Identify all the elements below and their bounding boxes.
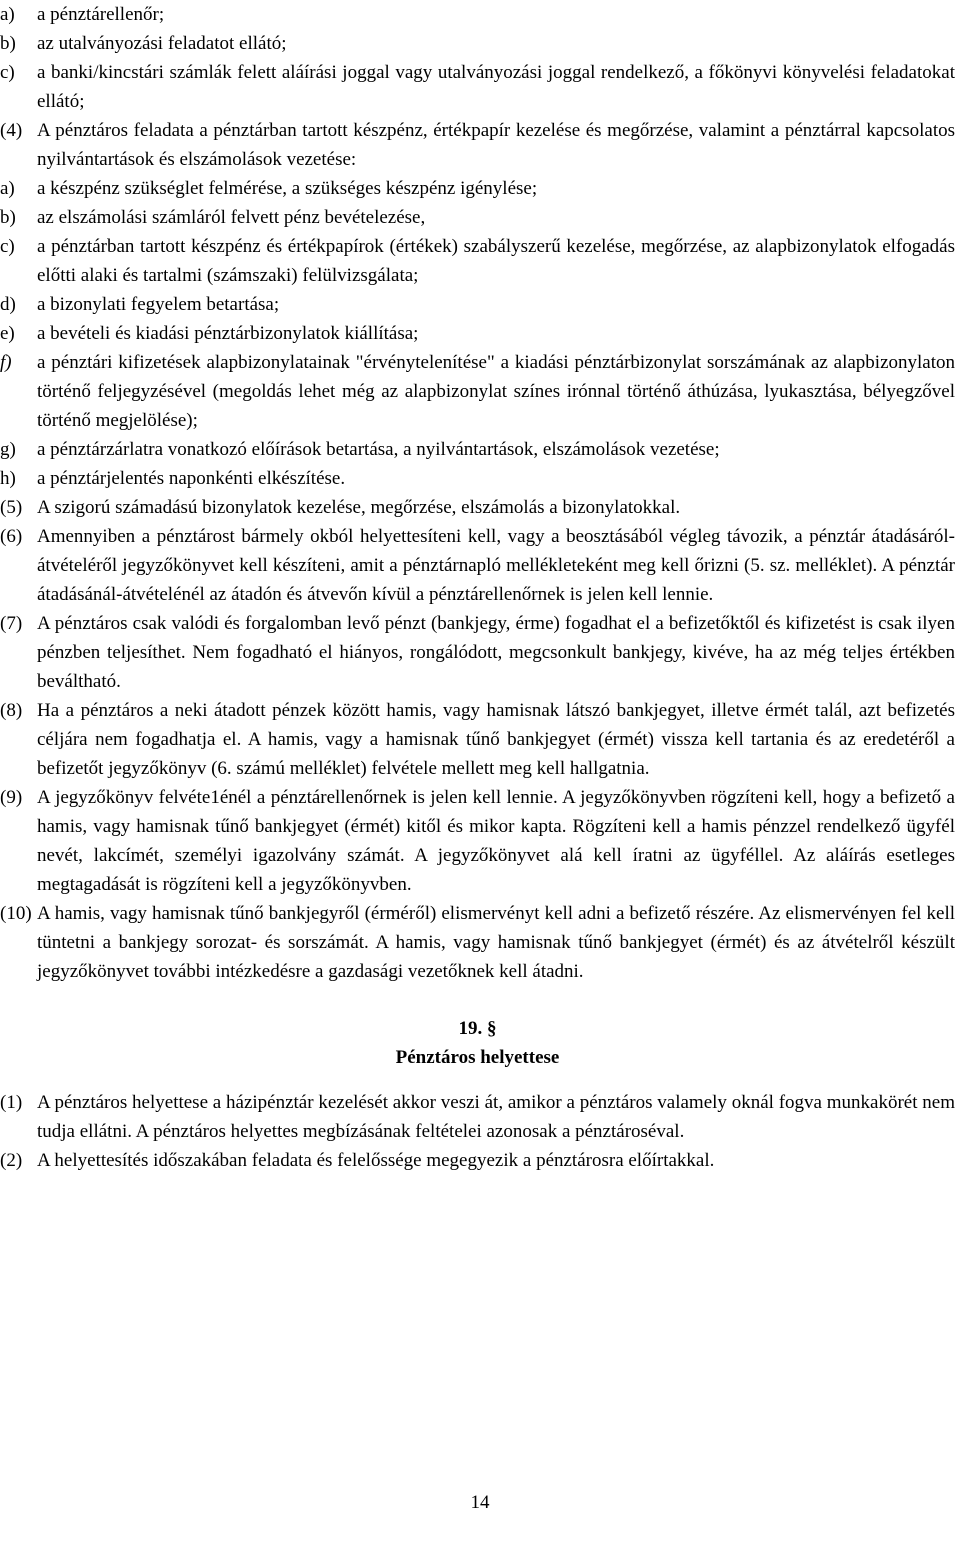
list-item-text: a pénztári kifizetések alapbizonylatainak "érvénytelenítése" a kiadási pénztárbizonylat sorszámának az alapbizonylaton történő feljegyzésével (megoldás lehet még az alapbizonylat színes irónnal történő áthúzása, lyukasztása, bélyegzővel történő megjelölése); [37, 352, 955, 431]
list-item-label: b) [0, 207, 16, 228]
list-item [0, 319, 955, 348]
paragraph-8 [0, 696, 955, 783]
paragraph-label: (1) [0, 1092, 23, 1113]
paragraph-label: (6) [0, 526, 23, 547]
list-item-text: a készpénz szükséglet felmérése, a szükséges készpénz igénylése; [37, 178, 538, 199]
list-item [0, 58, 955, 116]
list-item-label: e) [0, 323, 15, 344]
paragraph-text: A jegyzőkönyv felvéte1énél a pénztárellenőrnek is jelen kell lennie. A jegyzőkönyvben rögzíteni kell, hogy a befizető a hamis, vagy hamisnak tűnő bankjegyet (érmét) kitől és mikor kapta. Rögzíteni kell a hamis pénzzel rendelkező ügyfél nevét, lakcímét, személyi igazolvány számát. A jegyzőkönyvet alá kell íratni az ügyféllel. Az aláírás esetleges megtagadását is rögzíteni kell a jegyzőkönyvben. [37, 787, 955, 895]
paragraph-6 [0, 522, 955, 609]
list-item-label: c) [0, 62, 15, 83]
paragraph-text: A pénztáros csak valódi és forgalomban levő pénzt (bankjegy, érme) fogadhat el a befizetőktől és kifizetést is csak ilyen pénzben teljesíthet. Nem fogadható el hiányos, rongálódott, megcsonkult bankjegy, kivéve, ha az még teljes értékben beváltható. [37, 613, 955, 692]
paragraph-label: (5) [0, 497, 23, 518]
list-item [0, 232, 955, 290]
list-item-label: b) [0, 33, 16, 54]
paragraph-text: A pénztáros feladata a pénztárban tartott készpénz, értékpapír kezelése és megőrzése, valamint a pénztárral kapcsolatos nyilvántartások és elszámolások vezetése: [37, 120, 955, 170]
section-sign-icon: § [487, 1018, 497, 1039]
list-item [0, 348, 955, 435]
list-item-label: d) [0, 294, 16, 315]
paragraph-10 [0, 899, 955, 986]
list-item-label: a) [0, 4, 15, 25]
list-item-text: a bizonylati fegyelem betartása; [37, 294, 280, 315]
list-item [0, 435, 955, 464]
list-item-text: a bevételi és kiadási pénztárbizonylatok kiállítása; [37, 323, 419, 344]
list-item-label: h) [0, 468, 16, 489]
paragraph-text: Ha a pénztáros a neki átadott pénzek között hamis, vagy hamisnak látszó bankjegyet, illetve érmét talál, azt befizetés céljára nem fogadhatja el. A hamis, vagy a hamisnak tűnő bankjegyet (érmét) vissza kell tartania és az eredetéről a befizetőt jegyzőkönyv (6. számú melléklet) felvétele mellett meg kell hallgatnia. [37, 700, 955, 779]
list-item [0, 29, 955, 58]
list-item-text: a pénztárellenőr; [37, 4, 165, 25]
paragraph-label: (9) [0, 787, 23, 808]
list-item-text: a banki/kincstári számlák felett aláírási joggal vagy utalványozási joggal rendelkező, a főkönyvi könyvelési feladatokat ellátó; [37, 62, 955, 112]
section-paragraph-2 [0, 1146, 955, 1175]
list-item [0, 174, 955, 203]
section-number-text: 19. [458, 1018, 483, 1039]
paragraph-text: Amennyiben a pénztárost bármely okból helyettesíteni kell, vagy a beosztásából végleg távozik, a pénztár átadásáról-átvételéről jegyzőkönyvet kell készíteni, amit a pénztárnapló mellékleteként meg kell őrizni (5. sz. melléklet). A pénztár átadásánál-átvételénél az átadón és átvevőn kívül a pénztárellenőrnek is jelen kell lennie. [37, 526, 955, 605]
list-item-label: a) [0, 178, 15, 199]
paragraph-4 [0, 116, 955, 174]
list-item [0, 203, 955, 232]
list-item-label: c) [0, 236, 15, 257]
list-item-text: az utalványozási feladatot ellátó; [37, 33, 287, 54]
paragraph-label: (2) [0, 1150, 23, 1171]
paragraph-label: (8) [0, 700, 23, 721]
list-item-text: az elszámolási számláról felvett pénz bevételezése, [37, 207, 426, 228]
section-number [0, 1014, 955, 1043]
list-item-text: a pénztárzárlatra vonatkozó előírások betartása, a nyilvántartások, elszámolások vezetése; [37, 439, 720, 460]
list-item [0, 464, 955, 493]
list-item-label: f) [0, 352, 12, 373]
paragraph-5 [0, 493, 955, 522]
paragraph-label: (10) [0, 903, 32, 924]
section-paragraph-1 [0, 1088, 955, 1146]
page-number: 14 [470, 1492, 490, 1513]
list-item [0, 0, 955, 29]
list-item-text: a pénztárban tartott készpénz és értékpapírok (értékek) szabályszerű kezelése, megőrzése, az alapbizonylatok elfogadás előtti alaki és tartalmi (számszaki) felülvizsgálata; [37, 236, 955, 286]
paragraph-text: A helyettesítés időszakában feladata és felelőssége megegyezik a pénztárosra előírtakkal. [37, 1150, 715, 1171]
paragraph-text: A szigorú számadású bizonylatok kezelése, megőrzése, elszámolás a bizonylatokkal. [37, 497, 681, 518]
paragraph-7 [0, 609, 955, 696]
list-item-label: g) [0, 439, 16, 460]
paragraph-label: (4) [0, 120, 23, 141]
section-title: Pénztáros helyettese [395, 1047, 560, 1068]
paragraph-text: A pénztáros helyettese a házipénztár kezelését akkor veszi át, amikor a pénztáros valamely oknál fogva munkakörét nem tudja ellátni. A pénztáros helyettes megbízásának feltételei azonosak a pénztároséval. [37, 1092, 955, 1142]
paragraph-9 [0, 783, 955, 899]
paragraph-label: (7) [0, 613, 23, 634]
paragraph-text: A hamis, vagy hamisnak tűnő bankjegyről (érméről) elismervényt kell adni a befizető részére. Az elismervényen fel kell tüntetni a bankjegy sorozat- és sorszámát. A hamis, vagy hamisnak tűnő bankjegyet (érmét) és az átvételről készült jegyzőkönyvet további intézkedésre a gazdasági vezetőknek kell átadni. [37, 903, 955, 982]
list-item-text: a pénztárjelentés naponkénti elkészítése. [37, 468, 346, 489]
list-item [0, 290, 955, 319]
